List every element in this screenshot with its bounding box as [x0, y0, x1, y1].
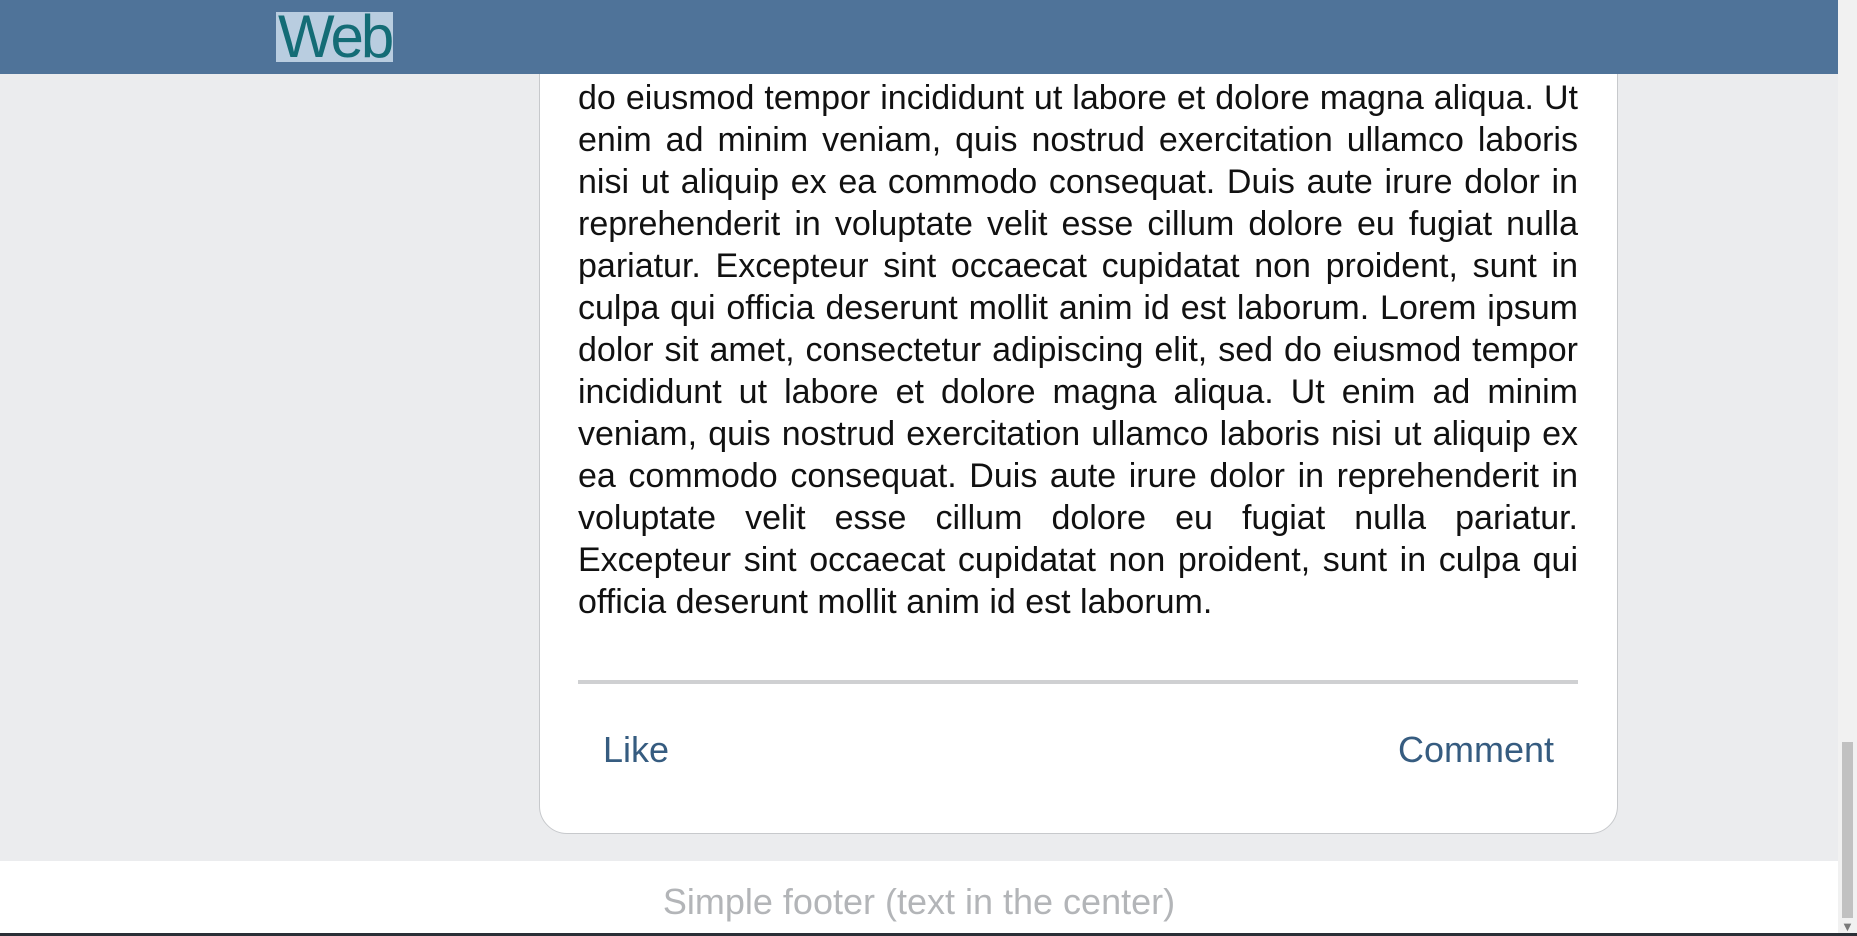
footer-text: Simple footer (text in the center) — [662, 881, 1176, 922]
site-logo[interactable]: Web — [278, 12, 392, 62]
page-footer — [0, 861, 1838, 936]
post-card — [539, 0, 1618, 834]
vertical-scrollbar[interactable] — [1838, 0, 1857, 936]
top-header — [0, 0, 1838, 74]
like-button[interactable]: Like — [603, 729, 670, 770]
post-body-text: do eiusmod tempor incididunt ut labore et dolore magna aliqua. Ut enim ad minim veniam, quis nostrud exercitation ullamco laboris nisi ut aliquip ex ea commodo consequat. Duis aute irure dolor in reprehenderit in voluptate velit esse cillum dolore eu fugiat nulla pariatur. Excepteur sint occaecat cupidatat non proident, sunt in culpa qui officia deserunt mollit anim id est laborum. Lorem ipsum dolor sit amet, consectetur adipiscing elit, sed do eiusmod tempor incididunt ut labore et dolore magna aliqua. Ut enim ad minim veniam, quis nostrud exercitation ullamco laboris nisi ut aliquip ex ea commodo consequat. Duis aute irure dolor in reprehenderit in voluptate velit esse cillum dolore eu fugiat nulla pariatur. Excepteur sint occaecat cupidatat non proident, sunt in culpa qui officia deserunt mollit anim id est laborum. — [578, 79, 1578, 621]
post-divider — [578, 680, 1578, 684]
scrollbar-thumb[interactable] — [1842, 742, 1853, 918]
scroll-down-arrow-icon[interactable]: ▼ — [1843, 922, 1852, 933]
comment-button[interactable]: Comment — [1397, 729, 1554, 770]
